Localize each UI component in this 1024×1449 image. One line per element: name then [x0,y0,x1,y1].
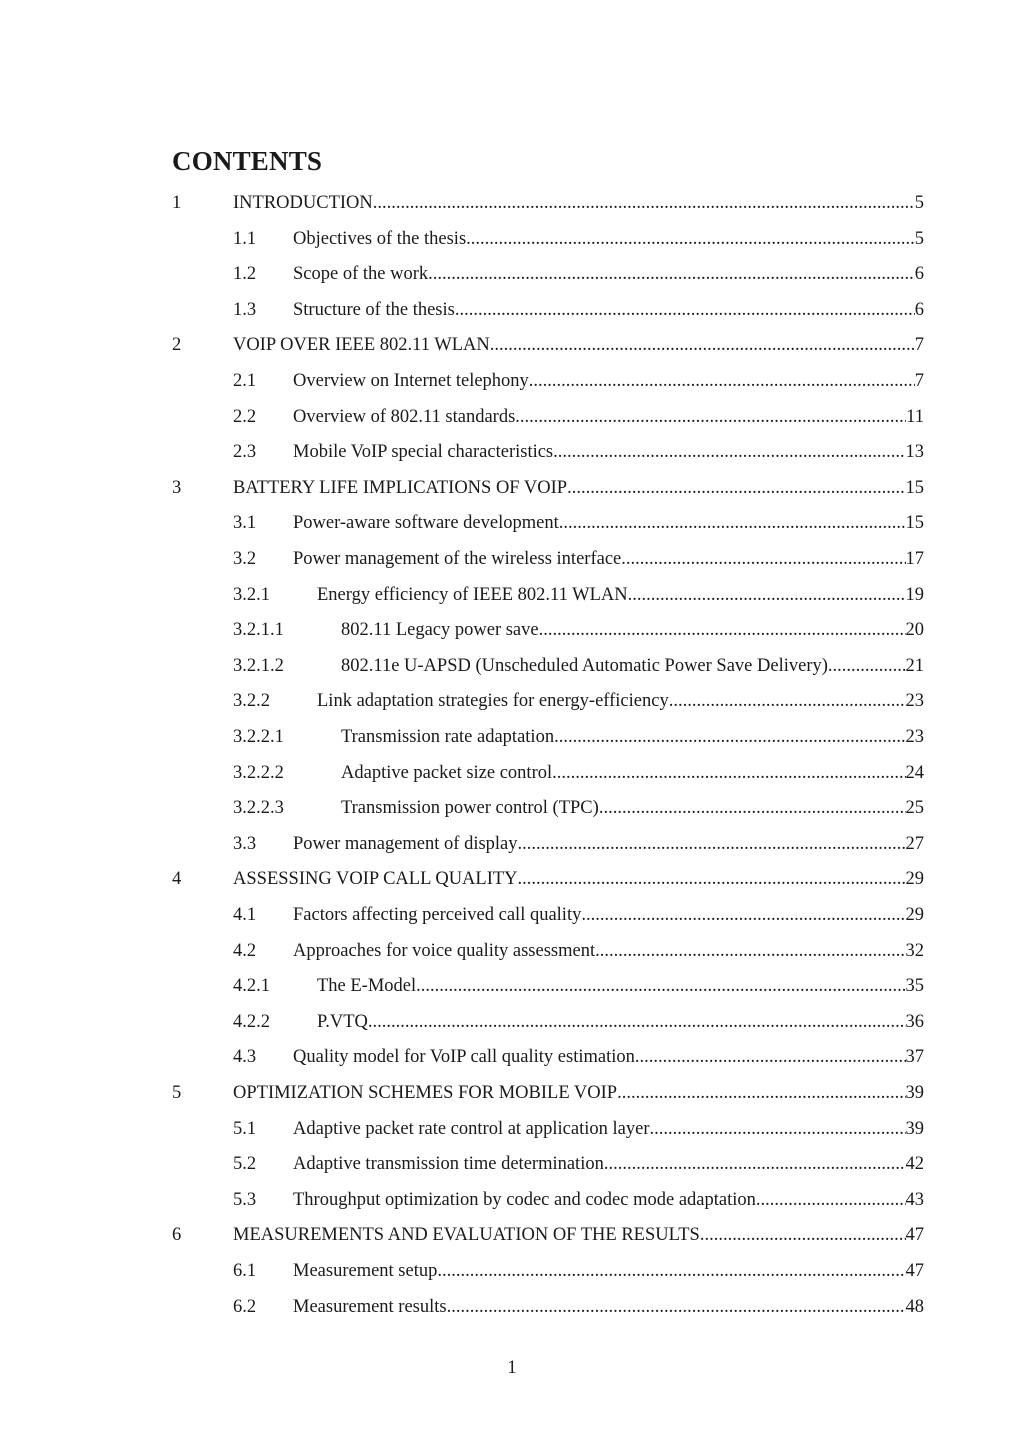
toc-entry-title: Scope of the work [293,264,429,285]
toc-entry-title: BATTERY LIFE IMPLICATIONS OF VOIP [233,477,568,498]
dot-leader [621,546,905,572]
toc-entry [0,1080,1024,1106]
toc-entry-page: 20 [905,620,924,641]
toc-entry-page: 42 [905,1154,924,1175]
dot-leader [604,1151,906,1177]
toc-entry-title: Transmission power control (TPC) [341,798,599,819]
toc-entry-title: Adaptive packet size control [341,762,553,783]
toc-entry-page: 32 [905,940,924,961]
toc-entry-title: ASSESSING VOIP CALL QUALITY [233,869,518,890]
toc-entry-number: 4.1 [233,905,257,925]
toc-entry-number: 2.1 [233,371,257,391]
toc-entry-line [341,724,924,750]
toc-entry-number: 2.3 [233,442,257,463]
dot-leader [455,297,915,323]
dot-leader [447,1294,906,1320]
page-number: 1 [507,1358,517,1378]
toc-entry [0,297,1024,323]
dot-leader [581,902,905,928]
toc-entry [0,439,1024,465]
toc-entry-line [317,973,924,999]
dot-leader [466,226,915,252]
toc-entry-line [293,226,924,252]
toc-entry-page: 47 [905,1261,924,1281]
toc-entry-title: OPTIMIZATION SCHEMES FOR MOBILE VOIP [233,1083,618,1103]
toc-entry-title: Factors affecting perceived call quality [293,905,582,925]
toc-entry-number: 2 [172,335,182,356]
toc-entry [0,1258,1024,1284]
toc-entry-number: 3.2.1.2 [233,655,284,676]
toc-entry-number: 4 [172,869,182,890]
toc-entry [0,831,1024,857]
toc-entry-line [233,1222,924,1248]
toc-entry-line [293,1258,924,1284]
toc-entry [0,617,1024,643]
toc-entry-line [233,1080,924,1106]
toc-entry-title: Objectives of the thesis [293,228,467,249]
dot-leader [518,866,906,892]
toc-entry-title: P.VTQ [317,1011,368,1032]
dot-leader [700,1222,906,1248]
dot-leader [828,653,906,679]
toc-entry-title: Adaptive transmission time determination [293,1154,604,1175]
toc-entry-line [293,1151,924,1177]
toc-entry [0,1151,1024,1177]
toc-entry-title: Overview on Internet telephony [293,371,529,391]
toc-entry-page: 17 [905,549,924,569]
toc-entry-number: 1 [172,193,182,213]
toc-entry-page: 5 [914,193,924,213]
dot-leader [554,724,905,750]
toc-entry-page: 37 [905,1047,924,1068]
toc-entry-line [293,510,924,536]
toc-entry-number: 4.2 [233,940,257,961]
toc-entry [0,902,1024,928]
toc-entry-line [341,760,924,786]
toc-entry-line [317,688,924,714]
toc-entry-title: MEASUREMENTS AND EVALUATION OF THE RESULTS [233,1225,700,1246]
toc-entry-number: 6.1 [233,1261,257,1281]
toc-entry-page: 36 [905,1011,924,1032]
toc-entry-page: 35 [905,976,924,997]
toc-entry-number: 5.3 [233,1189,257,1210]
dot-leader [559,510,906,536]
toc-entry-page: 48 [905,1296,924,1317]
toc-entry-line [293,368,924,394]
toc-entry-line [233,475,924,501]
toc-entry-number: 3.2.2.2 [233,762,284,783]
toc-entry-number: 1.1 [233,228,257,249]
toc-entry-page: 29 [905,869,924,890]
toc-entry-page: 43 [905,1189,924,1210]
toc-entry-page: 15 [905,513,924,534]
toc-entry [0,1116,1024,1142]
toc-entry-number: 3 [172,477,182,498]
toc-entry-line [293,938,924,964]
toc-entry-number: 6.2 [233,1296,257,1317]
dot-leader [490,332,915,358]
toc-entry-number: 5 [172,1083,182,1103]
toc-entry [0,1294,1024,1320]
toc-entry-number: 3.2.1.1 [233,620,284,641]
dot-leader [539,617,906,643]
dot-leader [515,404,906,430]
toc-entry-line [293,439,924,465]
toc-entry-page: 47 [905,1225,924,1246]
toc-entry-page: 5 [914,228,924,249]
toc-entry [0,760,1024,786]
dot-leader [416,973,905,999]
dot-leader [373,190,915,216]
toc-entry-line [293,1187,924,1213]
toc-entry-title: Link adaptation strategies for energy-efficiency [317,691,669,712]
toc-entry-number: 3.2.2.1 [233,727,284,747]
toc-entry-page: 6 [914,264,924,285]
toc-entry [0,226,1024,252]
toc-entry-title: Measurement results [293,1296,447,1317]
toc-entry-page: 23 [905,691,924,712]
toc-entry-page: 39 [905,1118,924,1139]
dot-leader [428,261,915,287]
toc-entry-title: Quality model for VoIP call quality estimation [293,1047,635,1068]
toc-entry [0,724,1024,750]
toc-entry [0,546,1024,572]
toc-entry [0,1187,1024,1213]
toc-entry [0,1009,1024,1035]
toc-entry-page: 24 [905,762,924,783]
toc-entry [0,973,1024,999]
toc-entry-page: 29 [905,905,924,925]
toc-entry-number: 1.2 [233,264,257,285]
toc-entry-number: 3.2.2 [233,691,270,712]
toc-entry-page: 13 [905,442,924,463]
toc-entry [0,368,1024,394]
toc-entry-number: 4.2.2 [233,1011,270,1032]
toc-entry-number: 2.2 [233,406,257,427]
toc-entry-title: 802.11e U-APSD (Unscheduled Automatic Power Save Delivery) [341,655,828,676]
toc-entry-line [317,582,924,608]
toc-entry [0,795,1024,821]
dot-leader [756,1187,906,1213]
toc-entry-number: 6 [172,1225,182,1246]
toc-entry [0,653,1024,679]
toc-entry [0,190,1024,216]
toc-entry-line [293,1294,924,1320]
toc-entry-page: 27 [905,833,924,854]
toc-entry-line [341,653,924,679]
toc-entry-line [293,546,924,572]
toc-entry-line [317,1009,924,1035]
toc-entry [0,510,1024,536]
dot-leader [628,582,906,608]
toc-entry-title: Throughput optimization by codec and codec mode adaptation [293,1189,756,1210]
toc-entry [0,582,1024,608]
toc-entry-line [293,297,924,323]
toc-entry-line [341,617,924,643]
toc-entry-title: Power-aware software development [293,513,559,534]
toc-entry-number: 3.2 [233,549,257,569]
toc-entry-title: Overview of 802.11 standards [293,406,516,427]
toc-entry-page: 19 [905,584,924,605]
toc-entry-line [293,261,924,287]
toc-entry-title: Energy efficiency of IEEE 802.11 WLAN [317,584,628,605]
toc-entry-number: 3.2.2.3 [233,798,284,819]
toc-entry-title: INTRODUCTION [233,193,373,213]
toc-entry-line [293,1044,924,1070]
toc-entry-title: Measurement setup [293,1261,438,1281]
dot-leader [552,760,905,786]
toc-entry-line [233,190,924,216]
toc-entry [0,261,1024,287]
toc-entry-page: 25 [905,798,924,819]
dot-leader [518,831,906,857]
toc-entry-title: Power management of the wireless interface [293,549,622,569]
toc-entry [0,938,1024,964]
dot-leader [595,938,905,964]
toc-entry [0,332,1024,358]
toc-entry-title: Structure of the thesis [293,299,455,320]
toc-entry-line [293,404,924,430]
dot-leader [617,1080,905,1106]
toc-entry-title: 802.11 Legacy power save [341,620,539,641]
toc-entry-title: Power management of display [293,833,518,854]
toc-entry-title: Transmission rate adaptation [341,727,555,747]
toc-entry-number: 3.3 [233,833,257,854]
toc-entry-number: 4.3 [233,1047,257,1068]
toc-entry-line [233,332,924,358]
toc-entry [0,1222,1024,1248]
dot-leader [669,688,906,714]
toc-entry-line [293,831,924,857]
dot-leader [567,475,905,501]
toc-entry [0,404,1024,430]
toc-entry [0,688,1024,714]
toc-entry [0,1044,1024,1070]
toc-entry-page: 39 [905,1083,924,1103]
dot-leader [368,1009,906,1035]
toc-entry-number: 3.1 [233,513,257,534]
toc-entry-number: 4.2.1 [233,976,270,997]
toc-entry-line [341,795,924,821]
toc-entry-page: 15 [905,477,924,498]
dot-leader [649,1116,905,1142]
toc-entry-page: 7 [914,371,924,391]
toc-entry-page: 23 [905,727,924,747]
toc-entry-number: 3.2.1 [233,584,270,605]
toc-entry-title: The E-Model [317,976,417,997]
dot-leader [599,795,906,821]
toc-entry-title: Adaptive packet rate control at application layer [293,1118,650,1139]
toc-entry-line [293,902,924,928]
toc-entry-page: 21 [905,655,924,676]
toc-entry-title: VOIP OVER IEEE 802.11 WLAN [233,335,490,356]
toc-entry [0,475,1024,501]
toc-entry-title: Mobile VoIP special characteristics [293,442,554,463]
toc-entry-page: 7 [914,335,924,356]
toc-entry-number: 1.3 [233,299,257,320]
dot-leader [553,439,905,465]
dot-leader [529,368,915,394]
dot-leader [635,1044,906,1070]
toc-entry-title: Approaches for voice quality assessment [293,940,596,961]
toc-entry-page: 11 [906,406,924,427]
contents-heading: CONTENTS [172,146,323,176]
toc-entry-page: 6 [914,299,924,320]
toc-entry-number: 5.1 [233,1118,257,1139]
toc-entry-line [233,866,924,892]
toc-entry-number: 5.2 [233,1154,257,1175]
toc-entry [0,866,1024,892]
dot-leader [437,1258,905,1284]
toc-entry-line [293,1116,924,1142]
